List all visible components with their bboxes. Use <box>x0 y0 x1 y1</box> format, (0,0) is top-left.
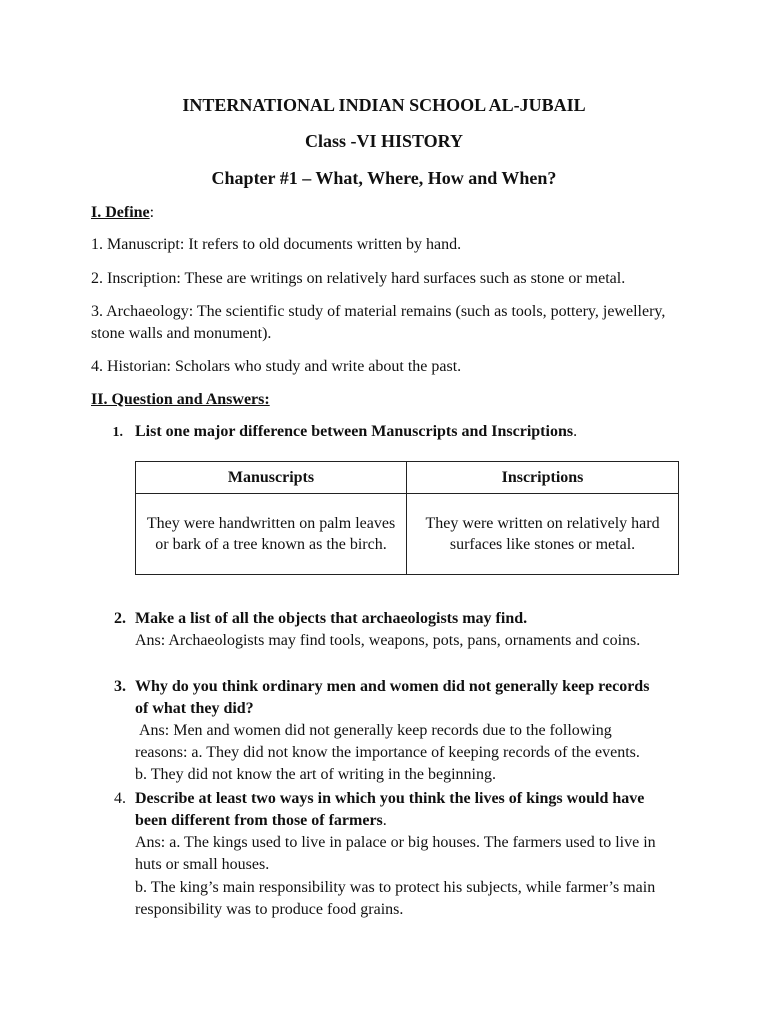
q3-answer: Ans: Men and women did not generally keep records due to the following reasons: a. They did not know the importance of keeping records of the events. b. They did not know the art of writing in the beginning. <box>135 722 640 783</box>
q2-answer: Ans: Archaeologists may find tools, weapons, pots, pans, ornaments and coins. <box>135 632 641 649</box>
q4-line <box>135 788 670 832</box>
define-heading-colon: : <box>149 204 155 221</box>
table-cell-inscriptions: They were written on relatively hard surfaces like stones or metal. <box>407 494 679 575</box>
define-item-archaeology: 3. Archaeology: The scientific study of material remains (such as tools, pottery, jewellery, stone walls and monument). <box>91 303 666 342</box>
chapter-title: Chapter #1 – What, Where, How and When? <box>211 168 557 188</box>
q3-number: 3. <box>114 678 126 695</box>
q2-number: 2. <box>114 610 126 627</box>
q1-number: 1. <box>112 425 123 440</box>
table-row <box>136 494 679 575</box>
q4-answer-b: b. The king’s main responsibility was to protect his subjects, while farmer’s main responsibility was to produce food grains. <box>135 879 656 918</box>
q2-question: Make a list of all the objects that archaeologists may find. <box>135 610 528 627</box>
q4-answer-a: Ans: a. The kings used to live in palace or big houses. The farmers used to live in huts or small houses. <box>135 834 656 873</box>
table-header-inscriptions: Inscriptions <box>407 462 679 494</box>
q4-period: . <box>382 812 387 829</box>
qa-heading: II. Question and Answers: <box>91 391 270 408</box>
q4-question: Describe at least two ways in which you think the lives of kings would have been different from those of farmers <box>135 790 645 829</box>
table-header-row <box>136 462 679 494</box>
q1-line <box>135 421 675 443</box>
define-item-manuscript: 1. Manuscript: It refers to old documents written by hand. <box>91 236 462 253</box>
q1-question: List one major difference between Manuscripts and Inscriptions <box>135 423 574 440</box>
define-heading: I. Define <box>91 204 150 221</box>
table-header-manuscripts: Manuscripts <box>136 462 407 494</box>
q4-number: 4. <box>114 790 126 807</box>
define-heading-line <box>91 202 691 224</box>
class-title: Class -VI HISTORY <box>304 131 464 151</box>
q1-period: . <box>573 423 578 440</box>
define-item-historian: 4. Historian: Scholars who study and write about the past. <box>91 358 462 375</box>
comparison-table <box>135 461 679 575</box>
define-item-inscription: 2. Inscription: These are writings on relatively hard surfaces such as stone or metal. <box>91 270 626 287</box>
table-cell-manuscripts: They were handwritten on palm leaves or bark of a tree known as the birch. <box>136 494 407 575</box>
school-name: INTERNATIONAL INDIAN SCHOOL AL-JUBAIL <box>182 95 586 115</box>
q3-question: Why do you think ordinary men and women did not generally keep records of what they did? <box>135 678 650 717</box>
